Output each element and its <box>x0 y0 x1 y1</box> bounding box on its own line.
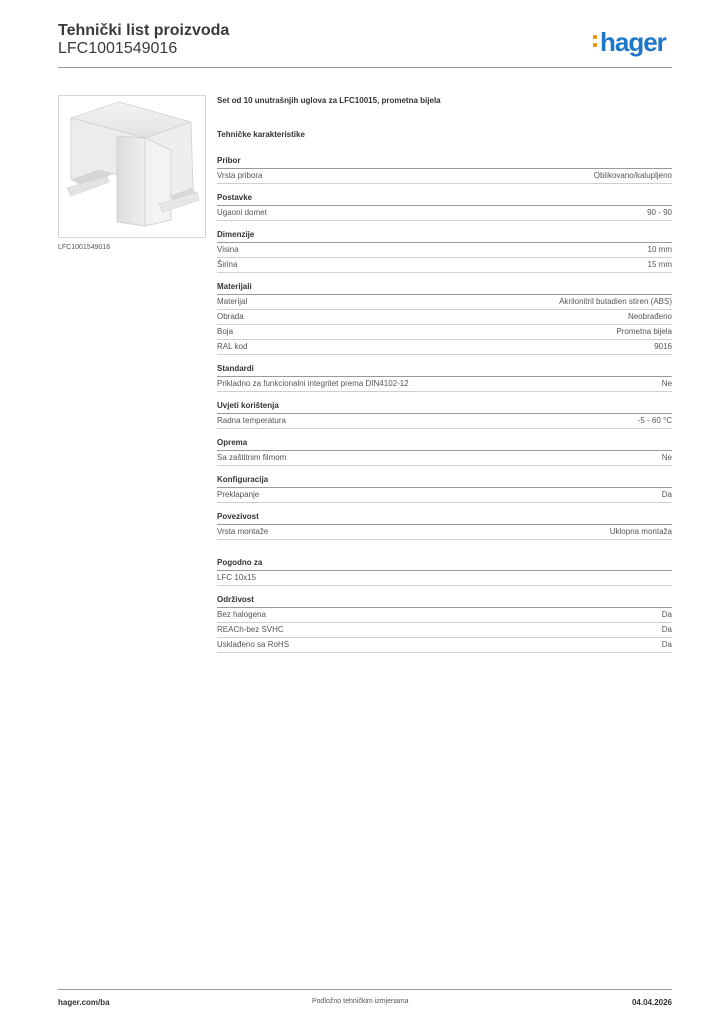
image-caption: LFC1001549016 <box>58 244 111 251</box>
spec-value: 15 mm <box>647 260 672 269</box>
section-uvjeti-koristenja <box>217 401 672 429</box>
section-title: Oprema <box>217 438 672 451</box>
spec-row <box>217 451 672 466</box>
spec-value: 90 - 90 <box>647 208 672 217</box>
spec-row <box>217 638 672 653</box>
spec-row <box>217 310 672 325</box>
section-dimenzije <box>217 230 672 273</box>
section-pogodno-za <box>217 558 672 586</box>
section-title: Dimenzije <box>217 230 672 243</box>
section-oprema <box>217 438 672 466</box>
section-title: Materijali <box>217 282 672 295</box>
spec-label: Preklapanje <box>217 490 260 499</box>
spec-label: Vrsta montaže <box>217 527 269 536</box>
spec-value: Ne <box>661 453 672 462</box>
section-povezivost <box>217 512 672 540</box>
spec-row <box>217 325 672 340</box>
spec-label: LFC 10x15 <box>217 573 257 582</box>
spec-row <box>217 414 672 429</box>
spec-row <box>217 608 672 623</box>
section-title: Postavke <box>217 193 672 206</box>
product-title: Set od 10 unutrašnjih uglova za LFC10015, prometna bijela <box>217 96 441 105</box>
footer-divider <box>58 989 672 990</box>
spec-row <box>217 243 672 258</box>
spec-label: Vrsta pribora <box>217 171 263 180</box>
spec-label: Bez halogena <box>217 610 266 619</box>
spec-label: Ugaoni domet <box>217 208 267 217</box>
section-title: Pribor <box>217 156 672 169</box>
spec-row <box>217 340 672 355</box>
spec-label: Usklađeno sa RoHS <box>217 640 290 649</box>
product-image <box>58 95 206 238</box>
tech-heading: Tehničke karakteristike <box>217 130 305 139</box>
spec-value: Ne <box>661 379 672 388</box>
section-title: Uvjeti korištenja <box>217 401 672 414</box>
spec-value: Oblikovano/kalupljeno <box>593 171 672 180</box>
page-title: Tehnički list proizvoda <box>58 22 230 39</box>
spec-value: Prometna bijela <box>616 327 672 336</box>
section-title: Pogodno za <box>217 558 672 571</box>
spec-row <box>217 571 672 586</box>
section-title: Standardi <box>217 364 672 377</box>
section-title: Konfiguracija <box>217 475 672 488</box>
spec-label: Materijal <box>217 297 248 306</box>
spec-label: Prikladno za funkcionalni integritet prema DIN4102-12 <box>217 379 409 388</box>
footer-website: hager.com/ba <box>58 998 110 1007</box>
section-postavke <box>217 193 672 221</box>
spec-row <box>217 258 672 273</box>
spec-value: Da <box>661 490 672 499</box>
spec-row <box>217 206 672 221</box>
spec-value: Da <box>661 640 672 649</box>
product-code: LFC1001549016 <box>58 40 178 57</box>
spec-value: 9016 <box>654 342 672 351</box>
spec-label: Visina <box>217 245 239 254</box>
spec-value: Da <box>661 610 672 619</box>
logo-text: hager <box>600 27 666 57</box>
spec-row <box>217 377 672 392</box>
section-odrzivost <box>217 595 672 653</box>
spec-label: Boja <box>217 327 234 336</box>
spec-label: RAL kod <box>217 342 248 351</box>
spec-row <box>217 169 672 184</box>
section-materijali <box>217 282 672 355</box>
section-title: Održivost <box>217 595 672 608</box>
spec-label: Obrada <box>217 312 244 321</box>
section-standardi <box>217 364 672 392</box>
footer-note: Podložno tehničkim izmjenama <box>312 998 409 1005</box>
inner-corner-illustration <box>59 96 205 237</box>
spec-row <box>217 525 672 540</box>
logo-dots-icon <box>593 35 598 49</box>
spec-label: Širina <box>217 260 238 269</box>
spec-value: Neobrađeno <box>627 312 672 321</box>
spec-row <box>217 623 672 638</box>
spec-label: Radna temperatura <box>217 416 286 425</box>
spec-label: REACh-bez SVHC <box>217 625 284 634</box>
spec-value: Da <box>661 625 672 634</box>
spec-value: 10 mm <box>647 245 672 254</box>
hager-logo <box>593 27 666 57</box>
section-title: Povezivost <box>217 512 672 525</box>
spec-row <box>217 295 672 310</box>
section-pribor <box>217 156 672 184</box>
spec-value: -5 - 60 °C <box>637 416 672 425</box>
spec-row <box>217 488 672 503</box>
section-konfiguracija <box>217 475 672 503</box>
spec-content <box>217 96 672 653</box>
spec-value: Akrilonitril butadien stiren (ABS) <box>559 297 672 306</box>
footer-date: 04.04.2026 <box>631 998 672 1007</box>
spec-value: Uklopna montaža <box>609 527 672 536</box>
spec-label: Sa zaštitnim filmom <box>217 453 287 462</box>
header-divider <box>58 67 672 68</box>
